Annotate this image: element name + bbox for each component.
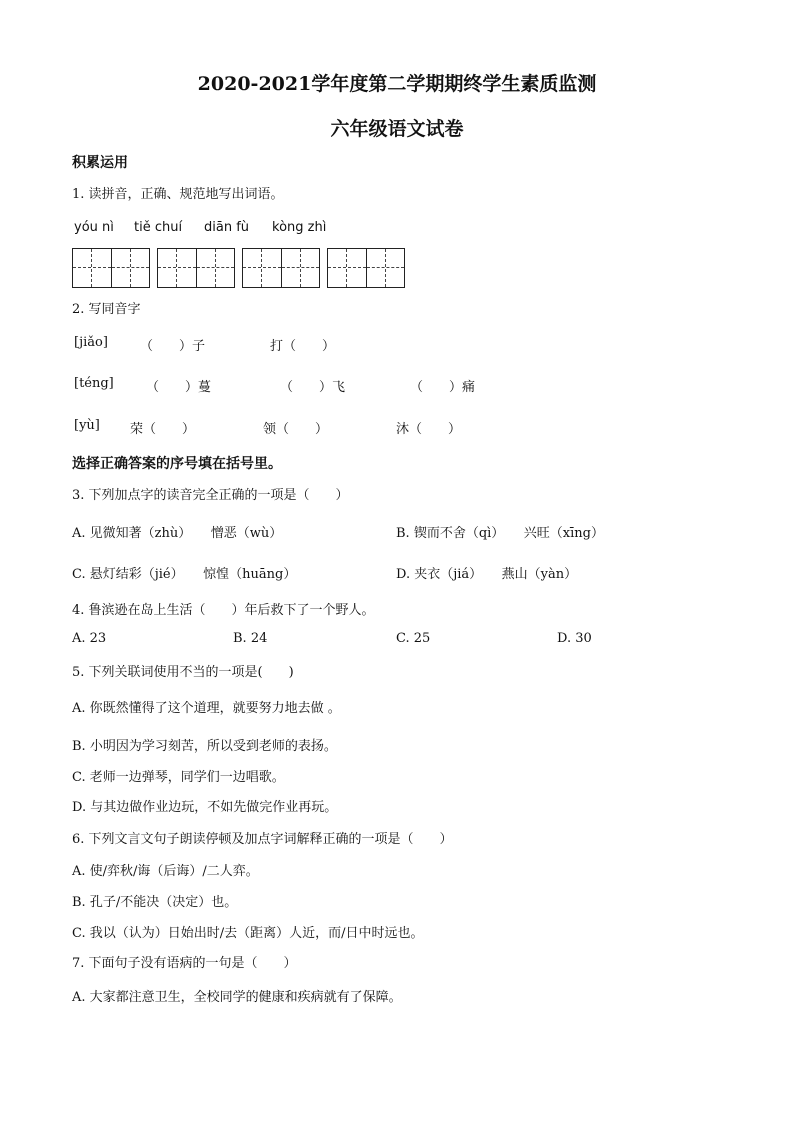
q3-option-d[interactable]: D. 夹衣（jiá） 燕山（yàn）	[396, 567, 578, 582]
homophone-blank[interactable]: （ ）子	[140, 339, 206, 354]
question-5: 5. 下列关联词使用不当的一项是( )	[72, 665, 294, 680]
pinyin-4: kòng zhì	[272, 220, 327, 235]
homophone-blank[interactable]: （ ）蔓	[146, 380, 212, 395]
q6-option-c[interactable]: C. 我以（认为）日始出时/去（距离）人近，而/日中时远也。	[72, 926, 424, 941]
writing-grid-4[interactable]	[327, 248, 405, 288]
section-heading-choice: 选择正确答案的序号填在括号里。	[72, 456, 282, 472]
pinyin-1: yóu nì	[74, 220, 114, 235]
q4-option-a[interactable]: A. 23	[72, 631, 107, 646]
homophone-blank[interactable]: 沐（ ）	[396, 422, 462, 437]
grid-cell[interactable]	[73, 249, 111, 287]
q4-option-b[interactable]: B. 24	[233, 631, 268, 646]
q5-option-a[interactable]: A. 你既然懂得了这个道理，就要努力地去做 。	[72, 701, 341, 716]
grid-cell[interactable]	[196, 249, 234, 287]
homophone-pinyin-3: [yù]	[74, 418, 100, 433]
question-6: 6. 下列文言文句子朗读停顿及加点字词解释正确的一项是（ ）	[72, 832, 453, 847]
grid-cell[interactable]	[281, 249, 319, 287]
exam-subtitle: 六年级语文试卷	[330, 118, 464, 140]
homophone-blank[interactable]: 领（ ）	[263, 422, 329, 437]
q5-option-c[interactable]: C. 老师一边弹琴，同学们一边唱歌。	[72, 770, 285, 785]
q3-option-c[interactable]: C. 悬灯结彩（jié） 惊惶（huāng）	[72, 567, 297, 582]
homophone-blank[interactable]: （ ）痛	[410, 380, 476, 395]
homophone-blank[interactable]: 打（ ）	[270, 339, 336, 354]
q3-option-b[interactable]: B. 锲而不舍（qì） 兴旺（xīng）	[396, 526, 604, 541]
question-7: 7. 下面句子没有语病的一句是（ ）	[72, 956, 297, 971]
exam-title: 2020-2021学年度第二学期期终学生素质监测	[197, 73, 597, 95]
grid-cell[interactable]	[328, 249, 366, 287]
question-2: 2. 写同音字	[72, 302, 141, 317]
homophone-blank[interactable]: （ ）飞	[280, 380, 346, 395]
q6-option-b[interactable]: B. 孔子/不能决（决定）也。	[72, 895, 238, 910]
pinyin-3: diān fù	[204, 220, 250, 235]
q5-option-b[interactable]: B. 小明因为学习刻苦，所以受到老师的表扬。	[72, 739, 337, 754]
q4-option-c[interactable]: C. 25	[396, 631, 431, 646]
homophone-pinyin-2: [téng]	[74, 376, 114, 391]
q5-option-d[interactable]: D. 与其边做作业边玩，不如先做完作业再玩。	[72, 800, 338, 815]
question-3: 3. 下列加点字的读音完全正确的一项是（ ）	[72, 488, 349, 503]
grid-cell[interactable]	[243, 249, 281, 287]
q7-option-a[interactable]: A. 大家都注意卫生，全校同学的健康和疾病就有了保障。	[72, 990, 402, 1005]
homophone-blank[interactable]: 荣（ ）	[130, 422, 196, 437]
pinyin-2: tiě chuí	[134, 220, 183, 235]
writing-grid-2[interactable]	[157, 248, 235, 288]
grid-cell[interactable]	[366, 249, 404, 287]
q4-option-d[interactable]: D. 30	[557, 631, 592, 646]
q3-option-a[interactable]: A. 见微知著（zhù） 憎恶（wù）	[72, 526, 283, 541]
question-1: 1. 读拼音，正确、规范地写出词语。	[72, 187, 284, 202]
grid-cell[interactable]	[111, 249, 149, 287]
homophone-pinyin-1: [jiǎo]	[74, 335, 108, 350]
writing-grid-1[interactable]	[72, 248, 150, 288]
q6-option-a[interactable]: A. 使/弈秋/诲（后诲）/二人弈。	[72, 864, 259, 879]
question-4: 4. 鲁滨逊在岛上生活（ ）年后救下了一个野人。	[72, 603, 375, 618]
grid-cell[interactable]	[158, 249, 196, 287]
writing-grid-3[interactable]	[242, 248, 320, 288]
section-heading-accumulation: 积累运用	[72, 155, 128, 171]
